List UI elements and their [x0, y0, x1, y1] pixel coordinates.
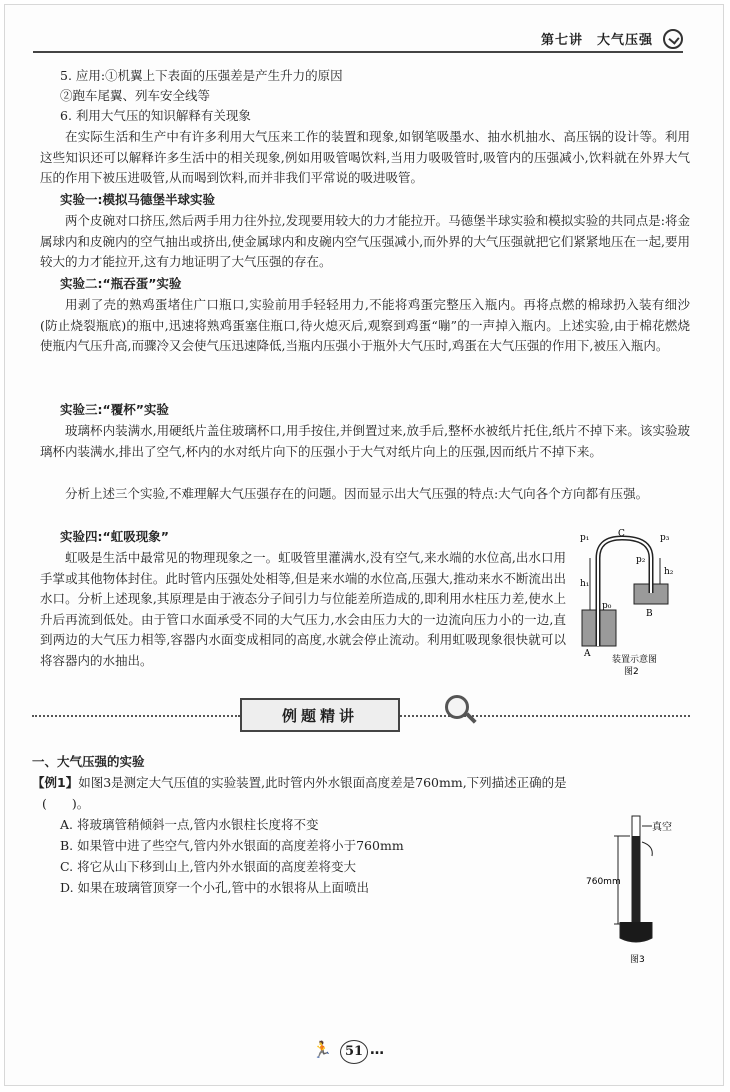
section-banner: 例题精讲: [240, 698, 400, 732]
runner-icon: 🏃: [312, 1040, 332, 1059]
label-a: A: [584, 649, 591, 659]
fig2-caption1: 装置示意图: [612, 655, 658, 665]
header-logo-icon: [663, 29, 683, 49]
section1-title: 一、大气压强的实验: [32, 754, 145, 769]
header-rule: [33, 51, 683, 53]
label-b: B: [646, 609, 653, 619]
vacuum-label: 真空: [652, 822, 672, 833]
label-p3: p₃: [660, 533, 670, 543]
label-p0: p₀: [602, 601, 612, 611]
barometer-diagram: [586, 812, 700, 972]
exp1-title: 实验一:模拟马德堡半球实验: [60, 192, 215, 207]
banner-rule-left: [32, 715, 240, 717]
hand-outline: [642, 842, 652, 856]
example1-text: 如图3是测定大气压值的实验装置,此时管内外水银面高度差是760mm,下列描述正确的是: [78, 775, 567, 790]
exp1-paragraph: 两个皮碗对口挤压,然后两手用力往外拉,发现要用较大的力才能拉开。马德堡半球实验和模拟实验的共同点是:将金属球内和皮碗内的空气抽出或挤出,使金属球内和皮碗内空气压强减小,而外界的大气压强就把它们紧紧地压在一起,要用较大的力才能拉开,这有力地证明了大气压强的存在。: [40, 213, 690, 269]
exp4-title: 实验四:“虹吸现象”: [60, 529, 169, 544]
mercury-dish: [620, 922, 652, 942]
page-dots: …: [370, 1042, 384, 1058]
siphon-diagram: [576, 528, 686, 678]
exp2-paragraph: 用剥了壳的熟鸡蛋堵住广口瓶口,实验前用手轻轻用力,不能将鸡蛋完整压入瓶内。再将点燃的棉球扔入装有细沙(防止烧裂瓶底)的瓶中,迅速将熟鸡蛋塞住瓶口,待火熄灭后,观察到鸡蛋“嘣”的一声掉入瓶内。上述实验,由于棉花燃烧使瓶内气压升高,而骤冷又会使气压迅速降低,当瓶内压强小于瓶外大气压时,鸡蛋在大气压强的作用下,被压入瓶内。: [40, 297, 690, 353]
label-p2: p₂: [636, 555, 646, 565]
intro-line-5b: ②跑车尾翼、列车安全线等: [60, 88, 211, 103]
exp3-paragraph: 玻璃杯内装满水,用硬纸片盖住玻璃杯口,用手按住,并倒置过来,放手后,整杯水被纸片托住,纸片不掉下来。该实验玻璃杯内装满水,排出了空气,杯内的水对纸片向下的压强小于大气对纸片向上的压强,因而纸片不掉下来。: [40, 423, 690, 459]
intro-line-6: 6. 利用大气压的知识解释有关现象: [60, 108, 251, 123]
option-d: D. 如果在玻璃管顶穿一个小孔,管中的水银将从上面喷出: [60, 880, 369, 895]
option-b: B. 如果管中进了些空气,管内外水银面的高度差将小于760mm: [60, 838, 404, 853]
label-p1: p₁: [580, 533, 590, 543]
analysis-paragraph: 分析上述三个实验,不难理解大气压强存在的问题。因而显示出大气压强的特点:大气向各个方向都有压强。: [65, 486, 649, 501]
label-c: C: [618, 529, 625, 539]
fig2-caption2: 图2: [624, 667, 639, 677]
example1-tag: 【例1】: [32, 775, 79, 790]
example1-question: [32, 773, 692, 794]
intro-line-5: 5. 应用:①机翼上下表面的压强差是产生升力的原因: [60, 68, 343, 83]
header-title: 第七讲 大气压强: [540, 33, 653, 48]
example1-bracket: ( )。: [42, 796, 90, 811]
label-h1: h₁: [580, 579, 590, 589]
page-number: 51: [340, 1040, 368, 1064]
label-h2: h₂: [664, 567, 674, 577]
intro-paragraph: 在实际生活和生产中有许多利用大气压来工作的装置和现象,如钢笔吸墨水、抽水机抽水、高压锅的设计等。利用这些知识还可以解释许多生活中的相关现象,例如用吸管喝饮料,当用力吸吸管时,吸管内的压强减小,饮料就在外界大气压的作用下被压进吸管,从而喝到饮料,而并非我们平常说的吸进吸管。: [40, 129, 690, 185]
exp2-title: 实验二:“瓶吞蛋”实验: [60, 276, 182, 291]
option-a: A. 将玻璃管稍倾斜一点,管内水银柱长度将不变: [60, 817, 319, 832]
option-c: C. 将它从山下移到山上,管内外水银面的高度差将变大: [60, 859, 357, 874]
banner-rule-right: [400, 715, 690, 717]
exp3-title: 实验三:“覆杯”实验: [60, 402, 169, 417]
height-label: 760mm: [586, 877, 621, 887]
mercury-column: [632, 836, 640, 932]
fig3-caption: 图3: [630, 955, 645, 965]
exp4-paragraph: 虹吸是生活中最常见的物理现象之一。虹吸管里灌满水,没有空气,来水端的水位高,出水口用手掌或其他物体封住。此时管内压强处处相等,但是来水端的水位高,压强大,推动来水不断流出出水口。分析上述现象,其原理是由于液态分子间引力与位能差所造成的,即利用水柱压力差,使水上升后再流到低处。由于管口水面承受不同的大气压力,水会由压力大的一边流向压力小的一边,直到两边的大气压力相等,容器内水面变成相同的高度,水就会停止流动。利用虹吸现象很快就可以将容器内的水抽出。: [40, 550, 566, 668]
